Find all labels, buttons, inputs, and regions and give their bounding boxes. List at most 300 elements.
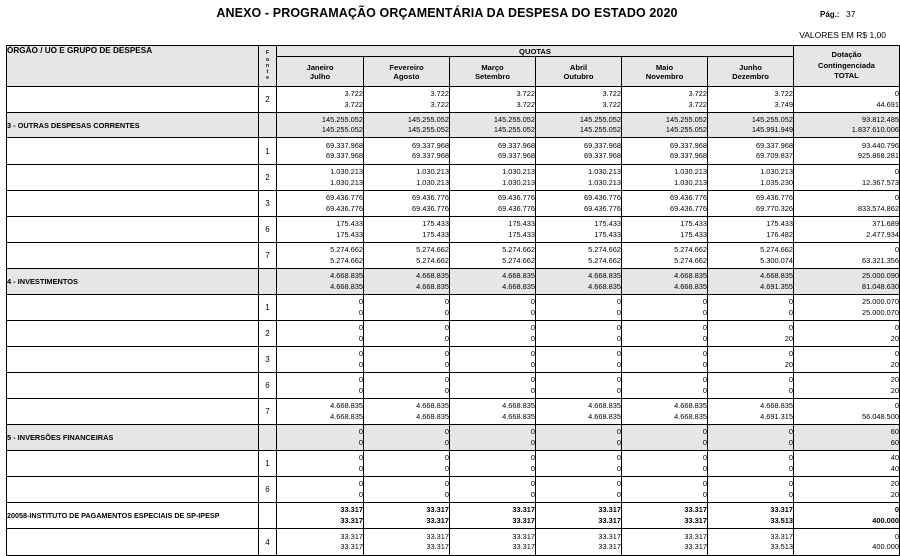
row-label	[7, 217, 259, 243]
quota-value: 69.337.968	[584, 140, 621, 150]
quota-value: 0	[616, 359, 621, 369]
fonte-row	[7, 321, 900, 347]
quota-value: 0	[444, 297, 449, 307]
quota-value: 3.722	[602, 89, 621, 99]
quota-cell	[536, 503, 622, 529]
dotacao-value: 0	[894, 323, 900, 333]
quota-value: 0	[358, 323, 363, 333]
quota-value: 0	[702, 489, 707, 499]
quota-value: 5.274.662	[330, 255, 363, 265]
quota-cell	[708, 295, 794, 321]
dotacao-value: 56.048.500	[862, 411, 900, 421]
quota-cell	[536, 529, 622, 556]
quota-cell	[450, 451, 536, 477]
row-label	[7, 347, 259, 373]
quota-cell	[708, 138, 794, 165]
quota-value: 145.255.052	[751, 114, 794, 124]
quota-value: 175.433	[680, 219, 707, 229]
dotacao-value: 400.000	[872, 515, 900, 525]
quota-cell	[277, 165, 364, 191]
dotacao-value: 25.000.070	[862, 297, 900, 307]
quota-value: 4.668.835	[588, 411, 621, 421]
dotacao-cell	[794, 529, 900, 556]
fonte-row	[7, 295, 900, 321]
dotacao-value: 0	[894, 349, 900, 359]
dotacao-value: 44.691	[876, 99, 900, 109]
quota-value: 176.482	[766, 229, 794, 239]
quota-value: 0	[702, 375, 707, 385]
quota-value: 175.433	[336, 229, 363, 239]
fonte-letter: t	[266, 69, 269, 76]
quota-value: 0	[702, 297, 707, 307]
quota-value: 0	[530, 349, 535, 359]
quota-cell	[622, 165, 708, 191]
quota-cell	[277, 425, 364, 451]
quota-value: 0	[358, 453, 363, 463]
col-header-fonte	[259, 46, 277, 87]
quota-value: 1.030.213	[674, 167, 707, 177]
quota-value: 4.668.835	[674, 411, 707, 421]
quota-cell	[364, 321, 450, 347]
quota-value: 4.668.835	[502, 281, 535, 291]
dotacao-cell	[794, 269, 900, 295]
quota-value: 145.255.052	[321, 125, 363, 134]
quota-cell	[364, 87, 450, 113]
quota-value: 145.255.052	[579, 114, 621, 124]
fonte-row	[7, 477, 900, 503]
fonte-cell: 2	[259, 87, 277, 113]
quota-cell	[536, 373, 622, 399]
quota-value: 1.030.213	[674, 177, 707, 187]
quota-cell	[277, 529, 364, 556]
quota-value: 0	[616, 333, 621, 343]
quota-value: 0	[530, 359, 535, 369]
quota-value: 1.030.213	[760, 167, 794, 177]
quota-cell	[536, 321, 622, 347]
dotacao-cell	[794, 138, 900, 165]
fonte-row	[7, 138, 900, 165]
quota-value: 0	[702, 359, 707, 369]
quota-value: 0	[616, 375, 621, 385]
quota-value: 0	[702, 307, 707, 317]
row-label: 5 - INVERSÕES FINANCEIRAS	[7, 425, 259, 451]
quota-value: 1.030.213	[416, 177, 449, 187]
quota-cell	[622, 87, 708, 113]
quota-value: 0	[702, 437, 707, 447]
quota-value: 0	[788, 463, 794, 473]
quota-cell	[708, 373, 794, 399]
quota-value: 0	[530, 375, 535, 385]
dotacao-value: 1.837.610.006	[851, 125, 900, 134]
quota-value: 20	[784, 359, 794, 369]
quota-cell	[450, 425, 536, 451]
quota-value: 0	[530, 297, 535, 307]
quota-value: 145.991.949	[751, 125, 794, 134]
fonte-cell	[259, 113, 277, 138]
quota-value: 3.722	[516, 99, 535, 109]
quota-value: 3.722	[688, 89, 707, 99]
fonte-cell: 3	[259, 347, 277, 373]
quota-value: 5.274.662	[588, 255, 621, 265]
quota-value: 5.300.074	[760, 255, 794, 265]
quota-value: 3.722	[344, 99, 363, 109]
fonte-cell	[259, 503, 277, 529]
quota-value: 69.436.776	[498, 193, 535, 203]
fonte-cell	[259, 425, 277, 451]
quota-value: 69.337.968	[584, 151, 621, 160]
fonte-cell: 1	[259, 451, 277, 477]
row-label: 4 - INVESTIMENTOS	[7, 269, 259, 295]
quota-value: 33.317	[684, 531, 707, 541]
budget-table	[6, 45, 900, 556]
quota-cell	[536, 269, 622, 295]
quota-value: 69.436.776	[412, 193, 449, 203]
dotacao-value: 25.000.070	[862, 307, 900, 317]
quota-value: 33.317	[426, 542, 449, 551]
quota-cell	[708, 503, 794, 529]
quota-cell	[536, 451, 622, 477]
quota-value: 0	[616, 349, 621, 359]
quota-cell	[450, 217, 536, 243]
quota-value: 0	[702, 385, 707, 395]
dotacao-value: 93.812.485	[862, 114, 900, 124]
quota-value: 175.433	[680, 229, 707, 239]
quota-value: 1.030.213	[502, 167, 535, 177]
col-header-month: Abril Outubro	[536, 57, 622, 87]
quota-value: 0	[530, 437, 535, 447]
quota-value: 4.668.835	[502, 401, 535, 411]
quota-value: 0	[530, 323, 535, 333]
quota-value: 33.317	[340, 505, 363, 515]
quota-value: 0	[444, 453, 449, 463]
fonte-letter: e	[266, 75, 269, 82]
quota-value: 4.668.835	[416, 401, 449, 411]
quota-cell	[277, 477, 364, 503]
quota-cell	[277, 347, 364, 373]
quota-cell	[622, 399, 708, 425]
quota-value: 0	[358, 463, 363, 473]
quota-value: 69.436.776	[498, 203, 535, 213]
quota-value: 0	[358, 333, 363, 343]
col-header-org: ÓRGÃO / UO E GRUPO DE DESPESA	[7, 46, 259, 87]
quota-cell	[536, 425, 622, 451]
col-header-dotacao	[794, 46, 900, 87]
row-label	[7, 399, 259, 425]
group-row	[7, 425, 900, 451]
quota-value: 0	[358, 349, 363, 359]
quota-value: 0	[788, 427, 794, 437]
quota-cell	[622, 373, 708, 399]
fonte-row	[7, 529, 900, 556]
quota-value: 69.436.776	[326, 203, 363, 213]
quota-value: 0	[616, 385, 621, 395]
quota-value: 33.317	[598, 531, 621, 541]
quota-cell	[364, 451, 450, 477]
dotacao-value: 93.440.796	[862, 140, 900, 150]
fonte-row	[7, 399, 900, 425]
quota-cell	[536, 295, 622, 321]
quota-value: 0	[702, 463, 707, 473]
quota-cell	[277, 269, 364, 295]
quota-value: 4.668.835	[760, 401, 794, 411]
dotacao-value: 0	[894, 245, 900, 255]
quota-value: 175.433	[508, 219, 535, 229]
quota-value: 69.436.776	[756, 193, 794, 203]
dotacao-value: 0	[894, 505, 900, 515]
quota-value: 33.317	[426, 505, 449, 515]
values-unit-note: VALORES EM R$ 1,00	[799, 30, 886, 40]
quota-value: 3.722	[430, 89, 449, 99]
quota-cell	[622, 113, 708, 138]
quota-value: 145.255.052	[493, 114, 535, 124]
dotacao-line: Dotação	[831, 50, 862, 60]
quota-value: 0	[702, 453, 707, 463]
fonte-cell	[259, 269, 277, 295]
quota-cell	[708, 321, 794, 347]
quota-cell	[364, 347, 450, 373]
quota-cell	[277, 451, 364, 477]
dotacao-value: 20	[890, 385, 900, 395]
dotacao-value: 20	[890, 375, 900, 385]
quota-value: 69.337.968	[670, 140, 707, 150]
quota-value: 3.722	[430, 99, 449, 109]
fonte-row	[7, 191, 900, 217]
row-label	[7, 138, 259, 165]
quota-value: 0	[444, 323, 449, 333]
quota-cell	[450, 295, 536, 321]
quota-value: 175.433	[508, 229, 535, 239]
quota-value: 33.317	[684, 505, 707, 515]
quota-value: 33.317	[426, 531, 449, 541]
quota-cell	[277, 503, 364, 529]
quota-value: 3.722	[602, 99, 621, 109]
row-label	[7, 87, 259, 113]
quota-value: 33.317	[598, 515, 621, 525]
dotacao-value: 81.048.630	[862, 281, 900, 291]
quota-value: 0	[788, 453, 794, 463]
page-number: 37	[846, 9, 856, 19]
quota-value: 1.035.230	[760, 177, 794, 187]
dotacao-cell	[794, 243, 900, 269]
quota-value: 33.317	[340, 531, 363, 541]
quota-value: 0	[444, 307, 449, 317]
quota-value: 3.722	[774, 89, 794, 99]
quota-cell	[450, 477, 536, 503]
quota-cell	[536, 217, 622, 243]
quota-value: 5.274.662	[674, 255, 707, 265]
quota-cell	[708, 425, 794, 451]
quota-value: 1.030.213	[416, 167, 449, 177]
quota-value: 0	[444, 427, 449, 437]
row-label	[7, 477, 259, 503]
quota-cell	[277, 87, 364, 113]
quota-value: 145.255.052	[321, 114, 363, 124]
quota-value: 0	[616, 463, 621, 473]
quota-value: 0	[358, 479, 363, 489]
fonte-cell: 1	[259, 138, 277, 165]
dotacao-value: 833.574.862	[857, 203, 900, 213]
fonte-cell: 6	[259, 217, 277, 243]
fonte-row	[7, 217, 900, 243]
quota-cell	[708, 113, 794, 138]
quota-value: 5.274.662	[330, 245, 363, 255]
quota-value: 33.317	[512, 505, 535, 515]
quota-value: 0	[444, 489, 449, 499]
quota-value: 69.337.968	[498, 151, 535, 160]
quota-value: 3.722	[344, 89, 363, 99]
quota-value: 33.317	[770, 505, 794, 515]
quota-value: 33.317	[426, 515, 449, 525]
fonte-row	[7, 347, 900, 373]
quota-value: 0	[530, 453, 535, 463]
fonte-cell: 2	[259, 321, 277, 347]
fonte-cell: 4	[259, 529, 277, 556]
row-label	[7, 451, 259, 477]
quota-value: 33.317	[512, 542, 535, 551]
quota-value: 0	[788, 385, 794, 395]
quota-value: 33.317	[598, 542, 621, 551]
quota-value: 1.030.213	[502, 177, 535, 187]
quota-value: 69.436.776	[670, 203, 707, 213]
quota-cell	[622, 503, 708, 529]
quota-value: 33.317	[340, 542, 363, 551]
quota-value: 0	[358, 297, 363, 307]
quota-cell	[536, 243, 622, 269]
quota-value: 0	[530, 427, 535, 437]
dotacao-value: 40	[890, 463, 900, 473]
quota-value: 4.668.835	[330, 401, 363, 411]
quota-cell	[450, 347, 536, 373]
quota-value: 4.668.835	[588, 281, 621, 291]
quota-value: 0	[616, 489, 621, 499]
quota-value: 3.722	[516, 89, 535, 99]
fonte-row	[7, 373, 900, 399]
quota-value: 1.030.213	[330, 167, 363, 177]
quota-value: 0	[530, 385, 535, 395]
quota-value: 0	[530, 333, 535, 343]
quota-cell	[364, 399, 450, 425]
report-title: ANEXO - PROGRAMAÇÃO ORÇAMENTÁRIA DA DESPESA DO ESTADO 2020	[216, 6, 678, 20]
quota-cell	[536, 87, 622, 113]
row-label	[7, 243, 259, 269]
quota-value: 0	[444, 333, 449, 343]
quota-value: 33.317	[684, 515, 707, 525]
dotacao-value: 400.000	[872, 542, 900, 551]
quota-value: 175.433	[594, 219, 621, 229]
quota-value: 0	[702, 427, 707, 437]
quota-cell	[708, 399, 794, 425]
quota-value: 175.433	[594, 229, 621, 239]
quota-cell	[536, 113, 622, 138]
dotacao-value: 2.477.934	[866, 229, 900, 239]
quota-cell	[622, 295, 708, 321]
quota-cell	[277, 191, 364, 217]
quota-value: 4.691.355	[760, 281, 794, 291]
quota-value: 0	[616, 437, 621, 447]
quota-cell	[622, 243, 708, 269]
quota-cell	[708, 451, 794, 477]
quota-cell	[277, 321, 364, 347]
quota-cell	[622, 477, 708, 503]
quota-cell	[622, 217, 708, 243]
quota-cell	[708, 347, 794, 373]
dotacao-value: 20	[890, 479, 900, 489]
quota-value: 0	[788, 479, 794, 489]
quota-value: 0	[788, 349, 794, 359]
dotacao-cell	[794, 399, 900, 425]
quota-value: 69.337.968	[412, 140, 449, 150]
quota-value: 0	[788, 375, 794, 385]
fonte-row	[7, 451, 900, 477]
fonte-letter: n	[265, 62, 270, 69]
quota-cell	[450, 165, 536, 191]
quota-value: 4.668.835	[416, 271, 449, 281]
quota-value: 4.668.835	[330, 411, 363, 421]
quota-cell	[277, 373, 364, 399]
quota-cell	[364, 503, 450, 529]
dotacao-cell	[794, 217, 900, 243]
dotacao-value: 20	[890, 489, 900, 499]
quota-value: 69.436.776	[412, 203, 449, 213]
dotacao-cell	[794, 321, 900, 347]
quota-value: 33.513	[770, 542, 794, 551]
dotacao-value: 20	[890, 333, 900, 343]
quota-cell	[450, 399, 536, 425]
group-row	[7, 113, 900, 138]
group-row	[7, 269, 900, 295]
quota-value: 3.722	[688, 99, 707, 109]
dotacao-cell	[794, 87, 900, 113]
quota-value: 69.337.968	[756, 140, 794, 150]
dotacao-value: 0	[894, 167, 900, 177]
dotacao-value: 40	[890, 453, 900, 463]
quota-value: 0	[358, 427, 363, 437]
quota-value: 0	[616, 453, 621, 463]
quota-cell	[708, 529, 794, 556]
quota-cell	[536, 191, 622, 217]
quota-value: 0	[358, 385, 363, 395]
row-label: 20058-INSTITUTO DE PAGAMENTOS ESPECIAIS DE SP-IPESP	[7, 503, 259, 529]
quota-cell	[364, 269, 450, 295]
quota-value: 0	[616, 323, 621, 333]
quota-value: 5.274.662	[588, 245, 621, 255]
quota-cell	[364, 425, 450, 451]
dotacao-cell	[794, 425, 900, 451]
fonte-cell: 6	[259, 373, 277, 399]
row-label	[7, 191, 259, 217]
quota-value: 4.668.835	[674, 271, 707, 281]
row-label	[7, 165, 259, 191]
quota-cell	[708, 87, 794, 113]
quota-cell	[622, 191, 708, 217]
quota-value: 145.255.052	[579, 125, 621, 134]
quota-cell	[708, 165, 794, 191]
quota-value: 175.433	[336, 219, 363, 229]
quota-value: 69.337.968	[498, 140, 535, 150]
row-label	[7, 295, 259, 321]
dotacao-value: 925.868.281	[857, 151, 900, 160]
dotacao-cell	[794, 295, 900, 321]
quota-value: 0	[444, 479, 449, 489]
quota-value: 145.255.052	[407, 125, 449, 134]
dotacao-cell	[794, 347, 900, 373]
quota-value: 69.770.326	[756, 203, 794, 213]
dotacao-cell	[794, 451, 900, 477]
quota-cell	[622, 529, 708, 556]
fonte-cell: 7	[259, 399, 277, 425]
quota-cell	[277, 217, 364, 243]
quota-value: 175.433	[422, 219, 449, 229]
